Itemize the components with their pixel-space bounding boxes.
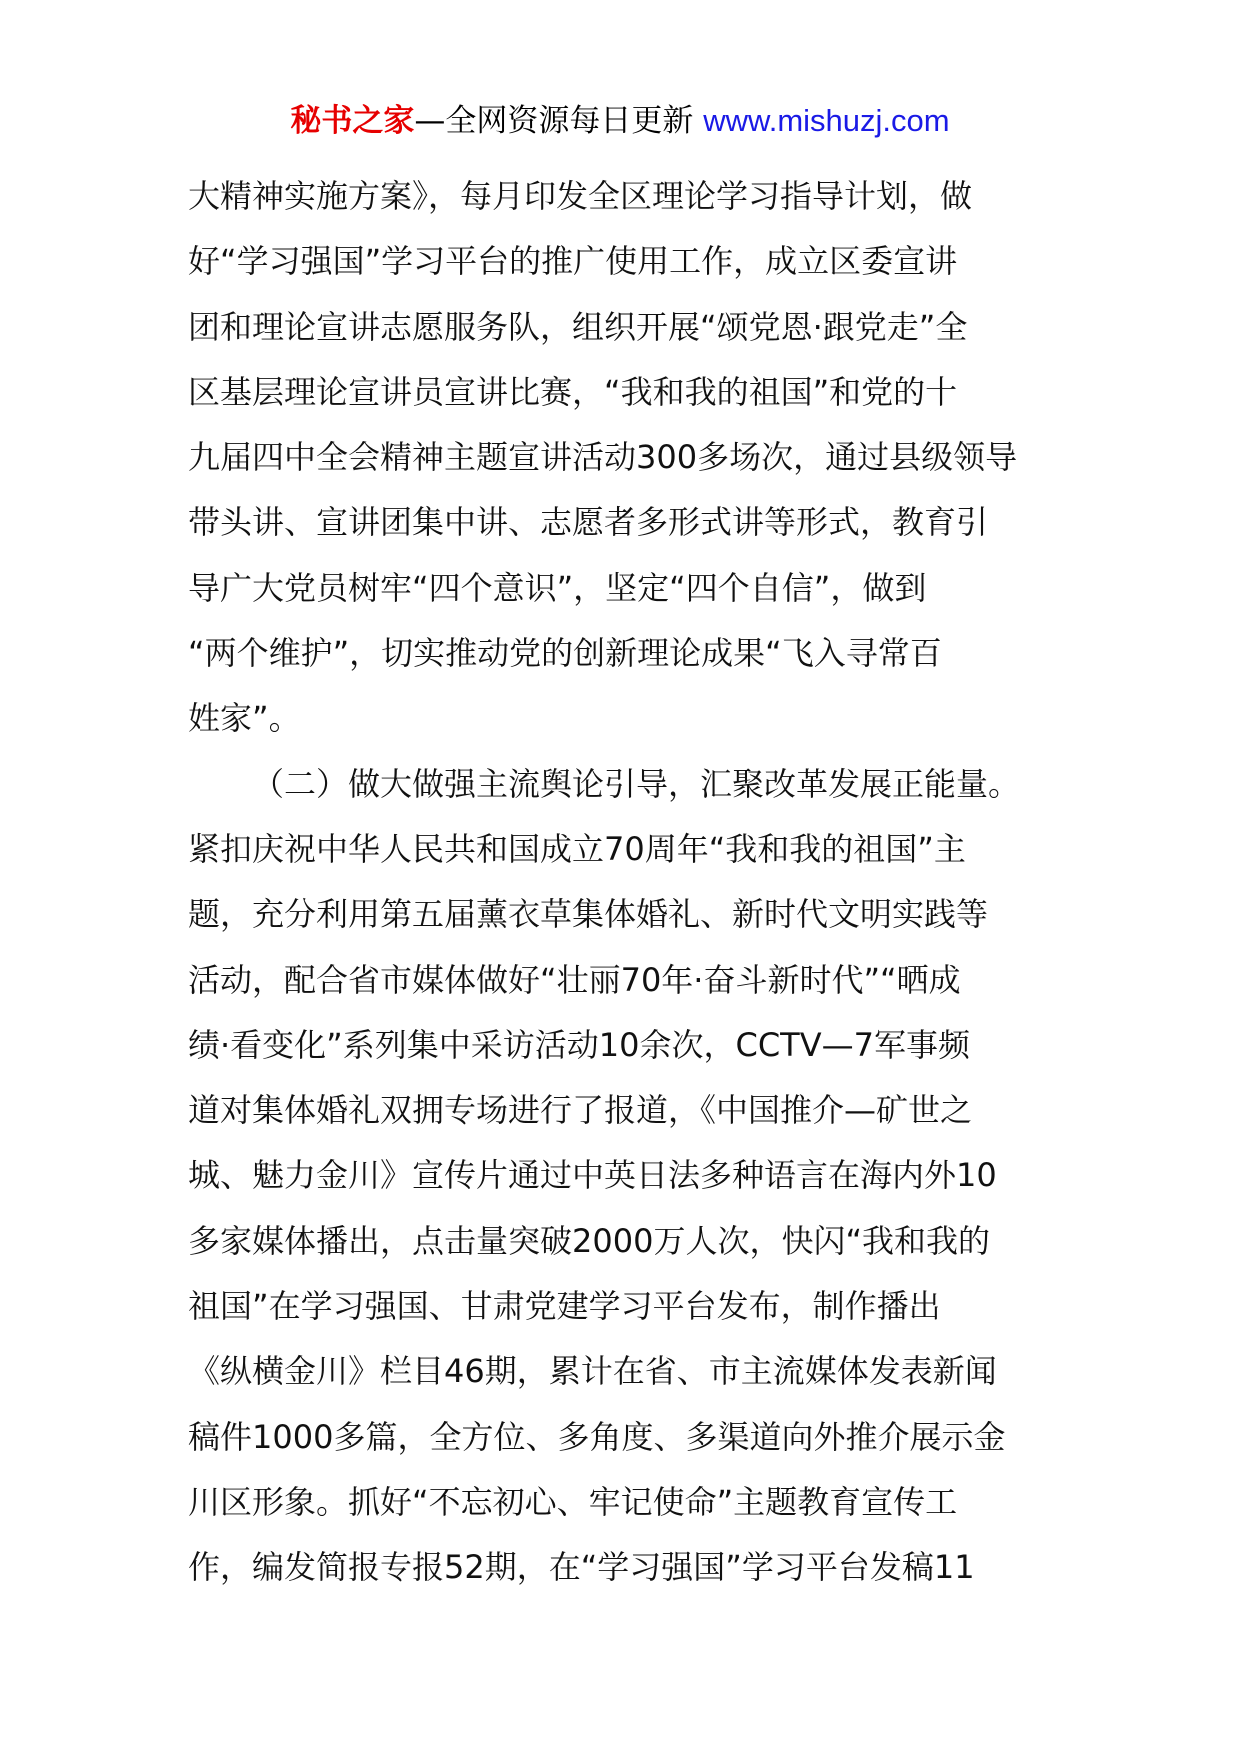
text-line: 《纵横金川》栏目46期，累计在省、市主流媒体发表新闻 xyxy=(188,1352,997,1391)
text-line: 川区形象。抓好“不忘初心、牢记使命”主题教育宣传工 xyxy=(188,1482,958,1521)
text-line: 作，编发简报专报52期，在“学习强国”学习平台发稿11 xyxy=(188,1548,975,1587)
text-line: 九届四中全会精神主题宣讲活动300多场次，通过县级领导 xyxy=(188,438,1018,477)
text-line: 导广大党员树牢“四个意识”，坚定“四个自信”，做到 xyxy=(188,568,927,607)
text-line: 祖国”在学习强国、甘肃党建学习平台发布，制作播出 xyxy=(188,1287,941,1326)
text-line: 多家媒体播出，点击量突破2000万人次，快闪“我和我的 xyxy=(188,1221,991,1260)
text-line: 题，充分利用第五届薰衣草集体婚礼、新时代文明实践等 xyxy=(188,895,989,934)
text-line: 区基层理论宣讲员宣讲比赛，“我和我的祖国”和党的十 xyxy=(188,372,958,411)
text-line: 带头讲、宣讲团集中讲、志愿者多形式讲等形式，教育引 xyxy=(188,503,989,542)
text-line: 姓家”。 xyxy=(188,699,301,738)
text-line: 绩·看变化”系列集中采访活动10余次，CCTV—7军事频 xyxy=(188,1025,970,1064)
header-tagline: —全网资源每日更新 xyxy=(414,103,704,139)
text-line: 好“学习强国”学习平台的推广使用工作，成立区委宣讲 xyxy=(188,242,958,281)
text-line: 大精神实施方案》，每月印发全区理论学习指导计划，做 xyxy=(188,177,973,215)
text-line: 城、魅力金川》宣传片通过中英日法多种语言在海内外10 xyxy=(188,1156,997,1195)
document-body xyxy=(188,164,1058,1601)
text-line: 团和理论宣讲志愿服务队，组织开展“颂党恩·跟党走”全 xyxy=(188,307,968,346)
site-url-link[interactable]: www.mishuzj.com xyxy=(703,103,950,138)
page-header xyxy=(0,98,1240,144)
text-line: 紧扣庆祝中华人民共和国成立70周年“我和我的祖国”主 xyxy=(188,829,966,868)
text-line: 道对集体婚礼双拥专场进行了报道，《中国推介—矿世之 xyxy=(188,1091,973,1130)
text-line: 稿件1000多篇，全方位、多角度、多渠道向外推介展示金 xyxy=(188,1417,1006,1456)
brand-name: 秘书之家 xyxy=(290,103,415,139)
text-line: “两个维护”，切实推动党的创新理论成果“飞入寻常百 xyxy=(188,634,942,673)
text-line: 活动，配合省市媒体做好“壮丽70年·奋斗新时代”“晒成 xyxy=(188,960,961,999)
section-heading: （二）做大做强主流舆论引导，汇聚改革发展正能量。 xyxy=(252,764,1021,803)
